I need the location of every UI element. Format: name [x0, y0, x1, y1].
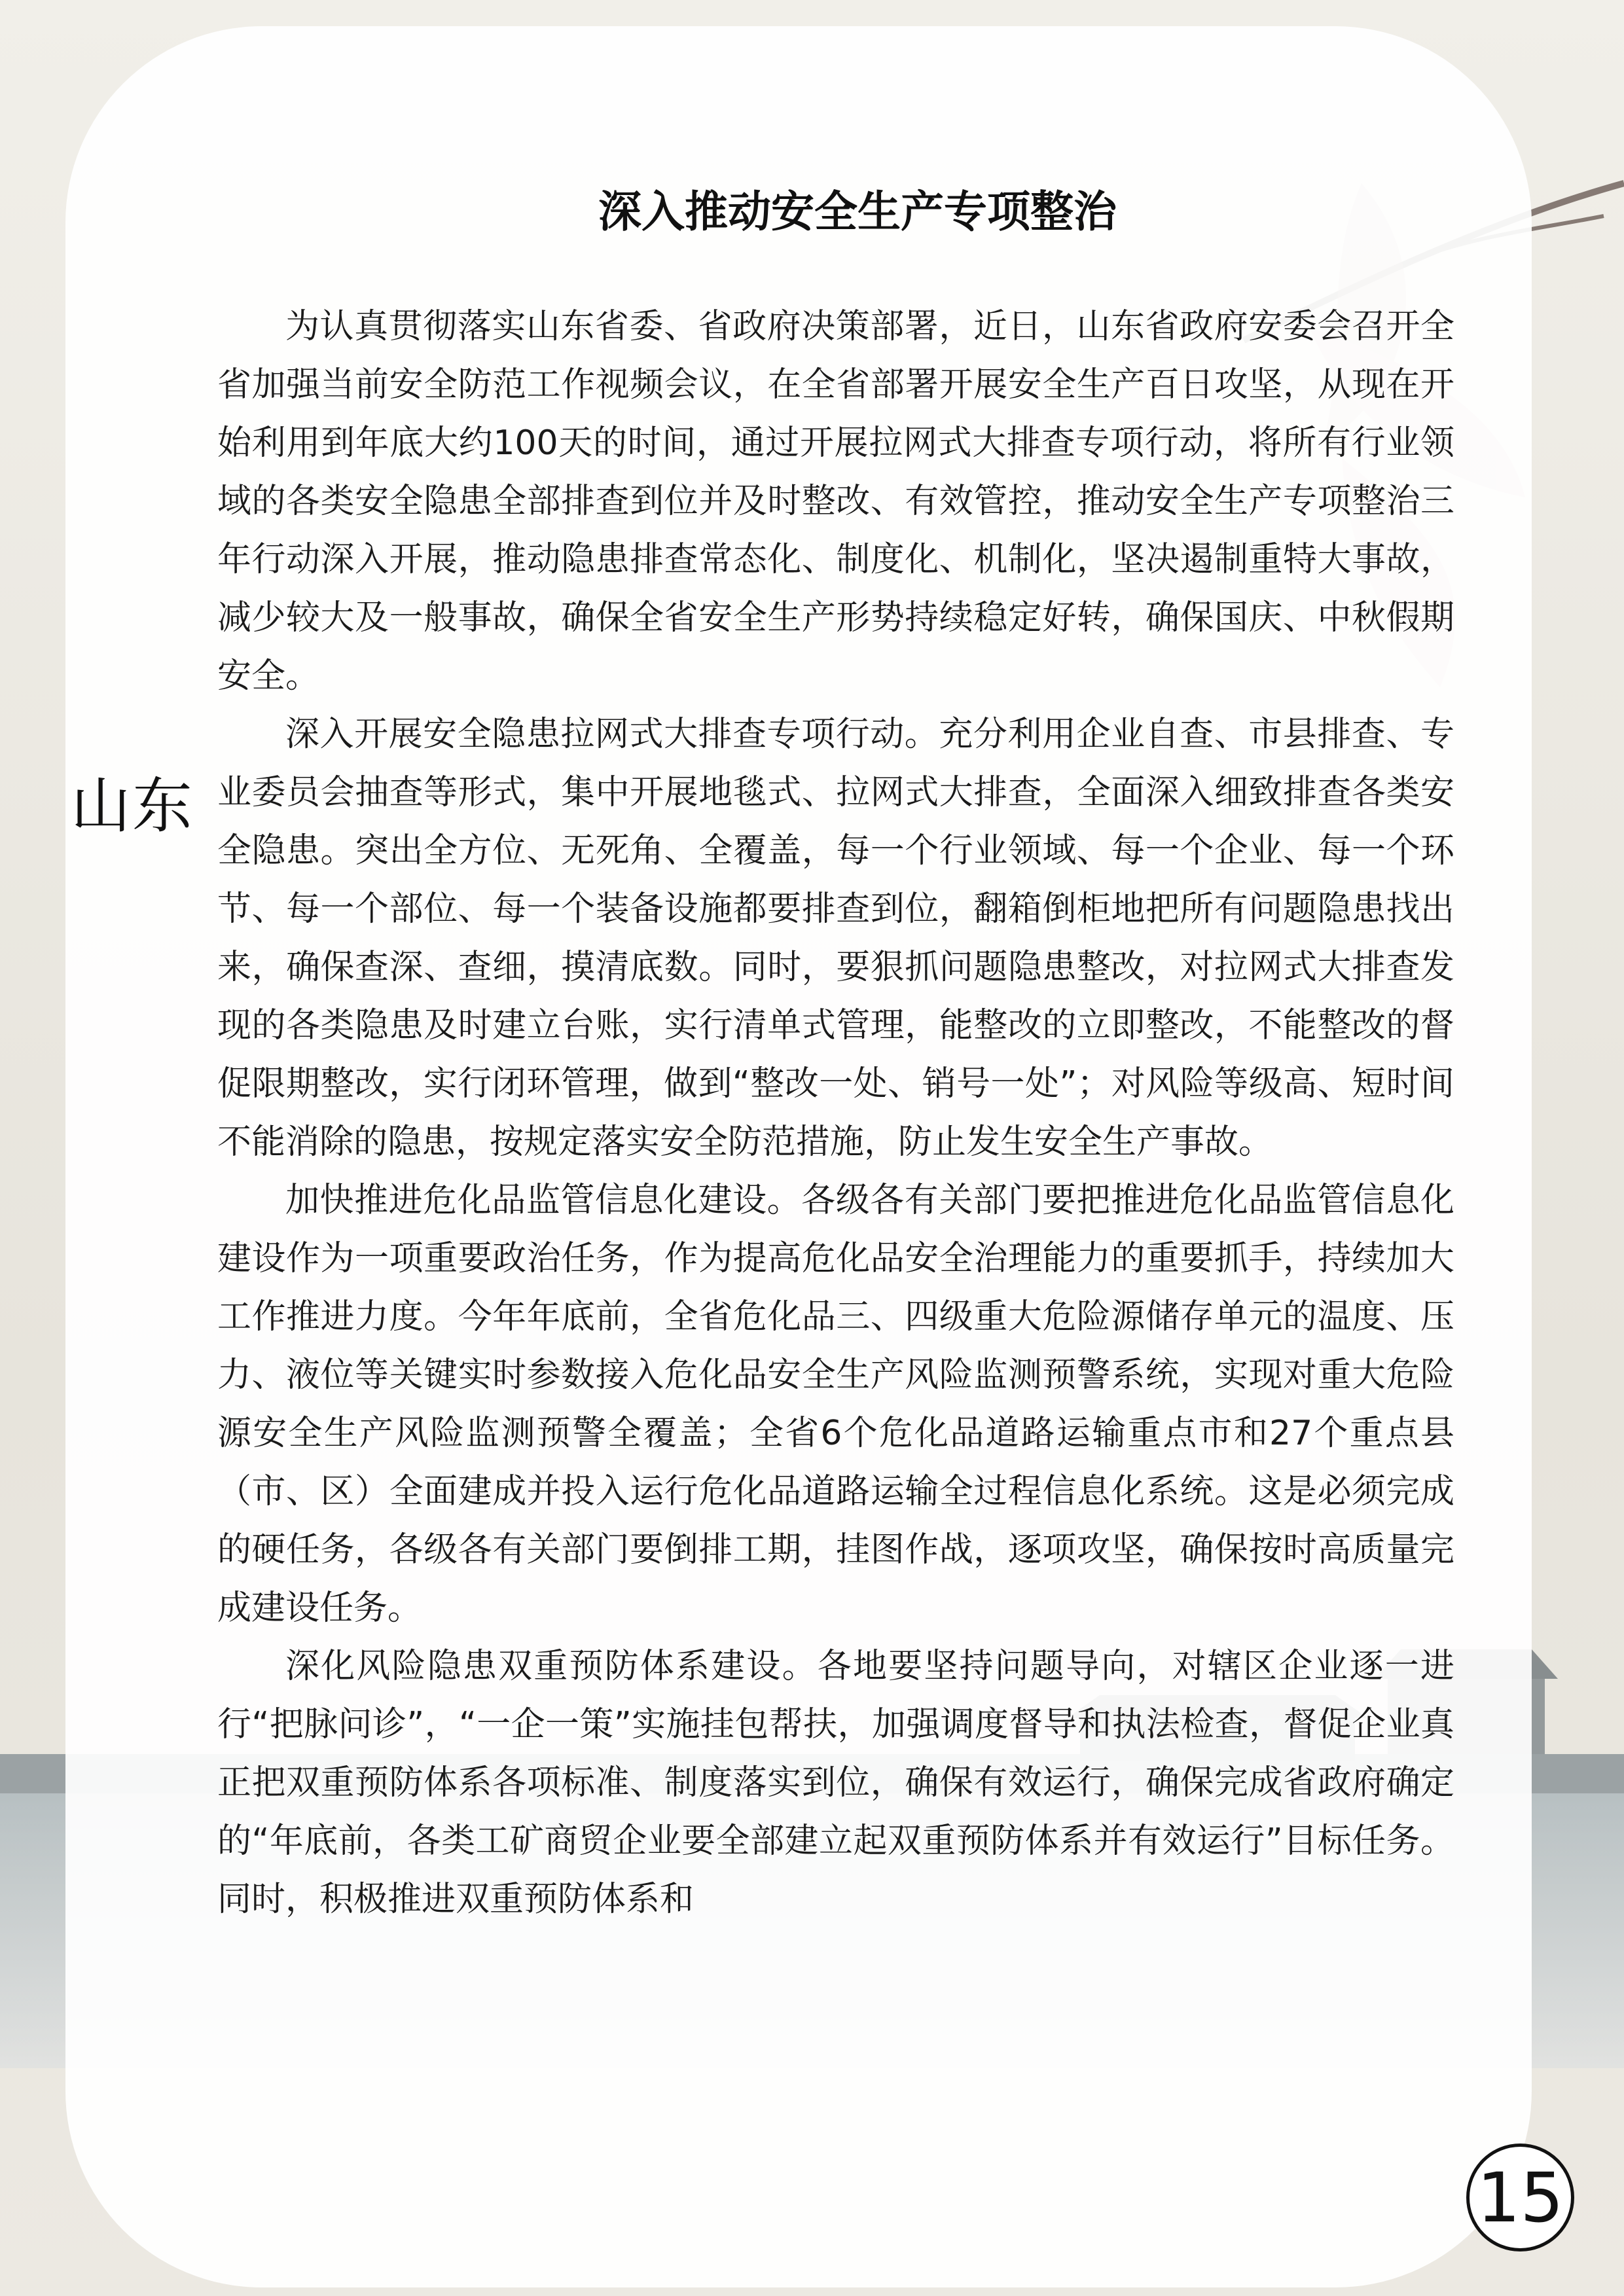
- paragraph: 深入开展安全隐患拉网式大排查专项行动。充分利用企业自查、市县排查、专业委员会抽查等形式，集中开展地毯式、拉网式大排查，全面深入细致排查各类安全隐患。突出全方位、无死角、全覆盖，每一个行业领域、每一个企业、每一个环节、每一个部位、每一个装备设施都要排查到位，翻箱倒柜地把所有问题隐患找出来，确保查深、查细，摸清底数。同时，要狠抓问题隐患整改，对拉网式大排查发现的各类隐患及时建立台账，实行清单式管理，能整改的立即整改，不能整改的督促限期整改，实行闭环管理，做到“整改一处、销号一处”；对风险等级高、短时间不能消除的隐患，按规定落实安全防范措施，防止发生安全生产事故。: [217, 715, 1454, 1162]
- paragraph: 为认真贯彻落实山东省委、省政府决策部署，近日，山东省政府安委会召开全省加强当前安全防范工作视频会议，在全省部署开展安全生产百日攻坚，从现在开始利用到年底大约100天的时间，通过开展拉网式大排查专项行动，将所有行业领域的各类安全隐患全部排查到位并及时整改、有效管控，推动安全生产专项整治三年行动深入开展，推动隐患排查常态化、制度化、机制化，坚决遏制重特大事故，减少较大及一般事故，确保全省安全生产形势持续稳定好转，确保国庆、中秋假期安全。: [217, 307, 1454, 696]
- paragraph: 深化风险隐患双重预防体系建设。各地要坚持问题导向，对辖区企业逐一进行“把脉问诊”，“一企一策”实施挂包帮扶，加强调度督导和执法检查，督促企业真正把双重预防体系各项标准、制度落实到位，确保有效运行，确保完成省政府确定的“年底前，各类工矿商贸企业要全部建立起双重预防体系并有效运行”目标任务。同时，积极推进双重预防体系和: [217, 1647, 1454, 1919]
- paragraph: 加快推进危化品监管信息化建设。各级各有关部门要把推进危化品监管信息化建设作为一项重要政治任务，作为提高危化品安全治理能力的重要抓手，持续加大工作推进力度。今年年底前，全省危化品三、四级重大危险源储存单元的温度、压力、液位等关键实时参数接入危化品安全生产风险监测预警系统，实现对重大危险源安全生产风险监测预警全覆盖；全省6个危化品道路运输重点市和27个重点县（市、区）全面建成并投入运行危化品道路运输全过程信息化系统。这是必须完成的硬任务，各级各有关部门要倒排工期，挂图作战，逐项攻坚，确保按时高质量完成建设任务。: [217, 1181, 1454, 1628]
- article-body: [217, 298, 1454, 1929]
- page-title: 深入推动安全生产专项整治: [598, 187, 1117, 237]
- region-label: 山东: [71, 771, 194, 841]
- page-number: 15: [1466, 2144, 1574, 2251]
